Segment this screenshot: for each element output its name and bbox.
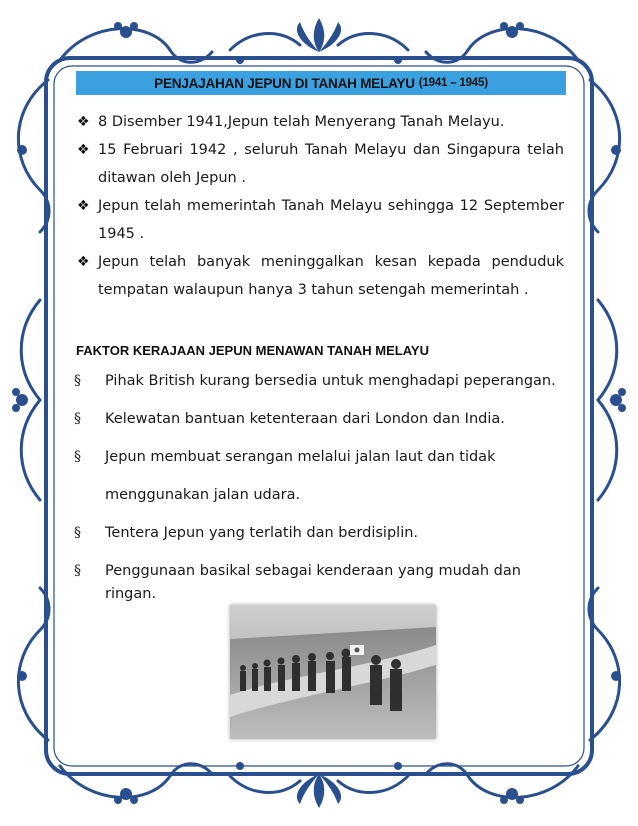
page-title [76,71,566,95]
list-item: § Jepun membuat serangan melalui jalan laut dan tidak menggunakan jalan udara. [76,446,566,507]
section-heading: FAKTOR KERAJAAN JEPUN MENAWAN TANAH MELAYU [76,343,429,358]
section-sign-icon: § [74,449,81,465]
list-item: § Penggunaan basikal sebagai kenderaan yang mudah dan ringan. [76,560,566,606]
section-sign-icon: § [74,373,81,389]
section-sign-icon: § [74,411,81,427]
historical-photo [230,605,436,739]
list-item: ❖ 8 Disember 1941,Jepun telah Menyerang Tanah Melayu. [76,108,564,136]
section-sign-icon: § [74,525,81,541]
diamond-bullet-icon: ❖ [77,198,90,214]
diamond-bullet-icon: ❖ [77,254,90,270]
list-item: ❖ Jepun telah banyak meninggalkan kesan kepada penduduk tempatan walaupun hanya 3 tahun setengah memerintah . [76,248,564,304]
list-item: § Pihak British kurang bersedia untuk menghadapi peperangan. [76,370,566,393]
intro-list [76,108,564,304]
list-item: ❖ 15 Februari 1942 , seluruh Tanah Melayu dan Singapura telah ditawan oleh Jepun . [76,136,564,192]
title-main: PENJAJAHAN JEPUN DI TANAH MELAYU [154,75,415,91]
diamond-bullet-icon: ❖ [77,114,90,130]
list-item: ❖ Jepun telah memerintah Tanah Melayu sehingga 12 September 1945 . [76,192,564,248]
factors-list [76,370,566,621]
section-sign-icon: § [74,563,81,579]
list-item: § Kelewatan bantuan ketenteraan dari London dan India. [76,408,566,431]
diamond-bullet-icon: ❖ [77,142,90,158]
title-years: (1941 – 1945) [418,77,488,89]
list-item: § Tentera Jepun yang terlatih dan berdisiplin. [76,522,566,545]
